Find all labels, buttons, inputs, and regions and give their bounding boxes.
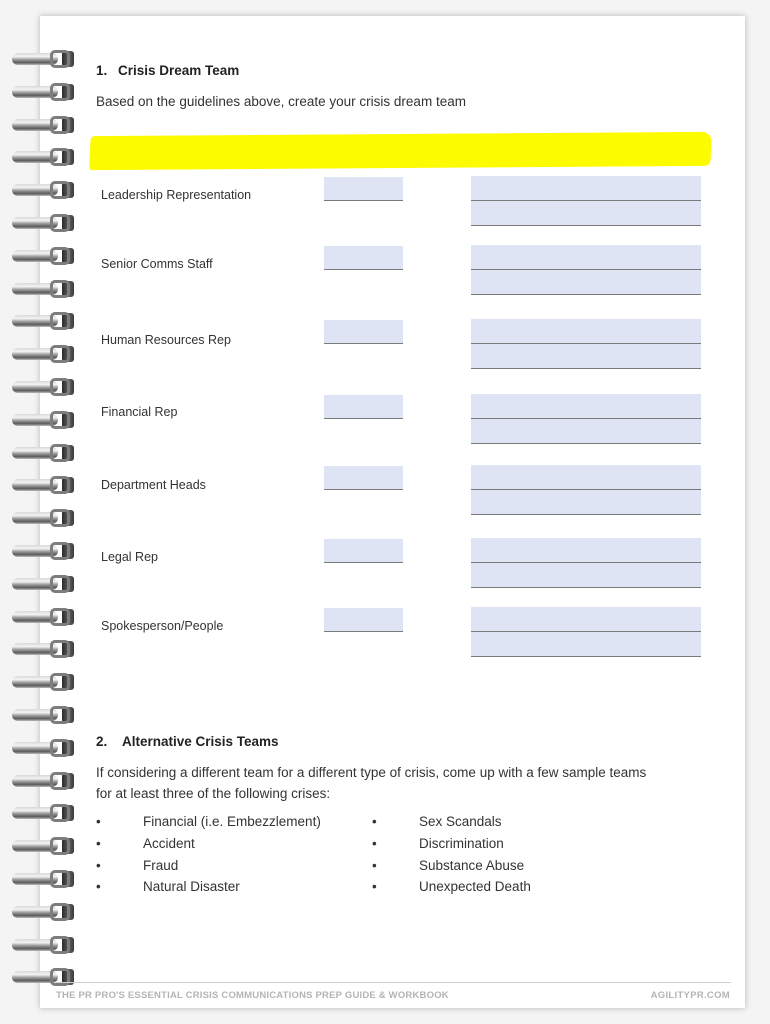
section-1-instruction: Based on the guidelines above, create your crisis dream team	[96, 94, 466, 109]
spiral-coil	[12, 542, 74, 560]
crisis-list-column-1	[96, 814, 356, 901]
row-label-legal: Legal Rep	[101, 550, 158, 564]
senior-comms-field-line-1[interactable]	[471, 245, 701, 270]
list-item-text: Unexpected Death	[419, 879, 531, 895]
department-heads-field-line-1[interactable]	[471, 465, 701, 490]
bullet: •	[372, 835, 377, 851]
list-item-text: Discrimination	[419, 835, 504, 851]
list-item	[96, 814, 356, 836]
list-item-text: Accident	[143, 835, 195, 851]
spiral-coil	[12, 411, 74, 429]
list-item	[372, 879, 622, 901]
spiral-coil	[12, 968, 74, 986]
spokesperson-field-line-2[interactable]	[471, 632, 701, 657]
spokesperson-short-field[interactable]	[324, 608, 403, 632]
leadership-field-line-2[interactable]	[471, 201, 701, 226]
section-1-title: Crisis Dream Team	[118, 63, 240, 78]
spiral-coil	[12, 870, 74, 888]
financial-field-line-1[interactable]	[471, 394, 701, 419]
legal-field-line-1[interactable]	[471, 538, 701, 563]
row-label-leadership: Leadership Representation	[101, 188, 252, 202]
spiral-binding	[12, 50, 74, 980]
spiral-coil	[12, 116, 74, 134]
spiral-coil	[12, 378, 74, 396]
list-item-text: Substance Abuse	[419, 857, 525, 873]
bullet: •	[372, 879, 377, 895]
spiral-coil	[12, 214, 74, 232]
senior-comms-field-line-2[interactable]	[471, 270, 701, 295]
list-item-text: Sex Scandals	[419, 814, 502, 829]
list-item	[96, 858, 356, 880]
row-label-financial: Financial Rep	[101, 405, 178, 419]
spiral-coil	[12, 739, 74, 757]
section-1-number: 1.	[96, 63, 108, 78]
list-item	[372, 814, 622, 836]
spiral-coil	[12, 148, 74, 166]
spiral-coil	[12, 181, 74, 199]
hr-short-field[interactable]	[324, 320, 403, 344]
legal-short-field[interactable]	[324, 539, 403, 563]
leadership-field-line-1[interactable]	[471, 176, 701, 201]
section-1-heading	[96, 63, 239, 78]
list-item-text: Financial (i.e. Embezzlement)	[143, 814, 321, 829]
bullet: •	[96, 835, 101, 851]
section-2-instruction	[96, 762, 646, 804]
bullet: •	[372, 814, 377, 829]
senior-comms-short-field[interactable]	[324, 246, 403, 270]
bullet: •	[96, 814, 101, 829]
spiral-coil	[12, 575, 74, 593]
footer-url: AGILITYPR.COM	[650, 990, 730, 1001]
legal-field-line-2[interactable]	[471, 563, 701, 588]
spiral-coil	[12, 247, 74, 265]
bullet: •	[96, 857, 101, 873]
row-label-department-heads: Department Heads	[101, 478, 206, 492]
spiral-coil	[12, 312, 74, 330]
section-2-instruction-line-1: If considering a different team for a different type of crisis, come up with a few sample teams	[96, 765, 647, 780]
spiral-coil	[12, 903, 74, 921]
footer-title: THE PR PRO'S ESSENTIAL CRISIS COMMUNICATIONS PREP GUIDE & WORKBOOK	[56, 990, 449, 1001]
list-item-text: Natural Disaster	[143, 879, 240, 895]
bullet: •	[372, 857, 377, 873]
department-heads-short-field[interactable]	[324, 466, 403, 490]
spiral-coil	[12, 50, 74, 68]
list-item	[96, 836, 356, 858]
department-heads-field-line-2[interactable]	[471, 490, 701, 515]
spiral-coil	[12, 936, 74, 954]
spiral-coil	[12, 345, 74, 363]
hr-field-line-1[interactable]	[471, 319, 701, 344]
spiral-coil	[12, 476, 74, 494]
spiral-coil	[12, 608, 74, 626]
list-item-text: Fraud	[143, 857, 179, 873]
spiral-coil	[12, 804, 74, 822]
spiral-coil	[12, 83, 74, 101]
crisis-list-column-2	[372, 814, 622, 901]
row-label-spokesperson: Spokesperson/People	[101, 619, 224, 633]
section-2-number: 2.	[96, 734, 108, 749]
row-label-senior-comms: Senior Comms Staff	[101, 257, 213, 271]
spiral-coil	[12, 837, 74, 855]
section-2-instruction-line-2: for at least three of the following crises:	[96, 786, 331, 801]
list-item	[372, 858, 622, 880]
footer-divider	[56, 982, 731, 983]
leadership-short-field[interactable]	[324, 177, 403, 201]
list-item	[96, 879, 356, 901]
spiral-coil	[12, 706, 74, 724]
spiral-coil	[12, 280, 74, 298]
hr-field-line-2[interactable]	[471, 344, 701, 369]
financial-short-field[interactable]	[324, 395, 403, 419]
section-2-title: Alternative Crisis Teams	[122, 734, 279, 749]
spiral-coil	[12, 509, 74, 527]
bullet: •	[96, 879, 101, 895]
section-2-heading	[96, 734, 279, 749]
list-item	[372, 836, 622, 858]
spiral-coil	[12, 444, 74, 462]
financial-field-line-2[interactable]	[471, 419, 701, 444]
spiral-coil	[12, 640, 74, 658]
spokesperson-field-line-1[interactable]	[471, 607, 701, 632]
spiral-coil	[12, 772, 74, 790]
highlighter-stroke	[89, 132, 712, 170]
spiral-coil	[12, 673, 74, 691]
row-label-hr: Human Resources Rep	[101, 333, 231, 347]
